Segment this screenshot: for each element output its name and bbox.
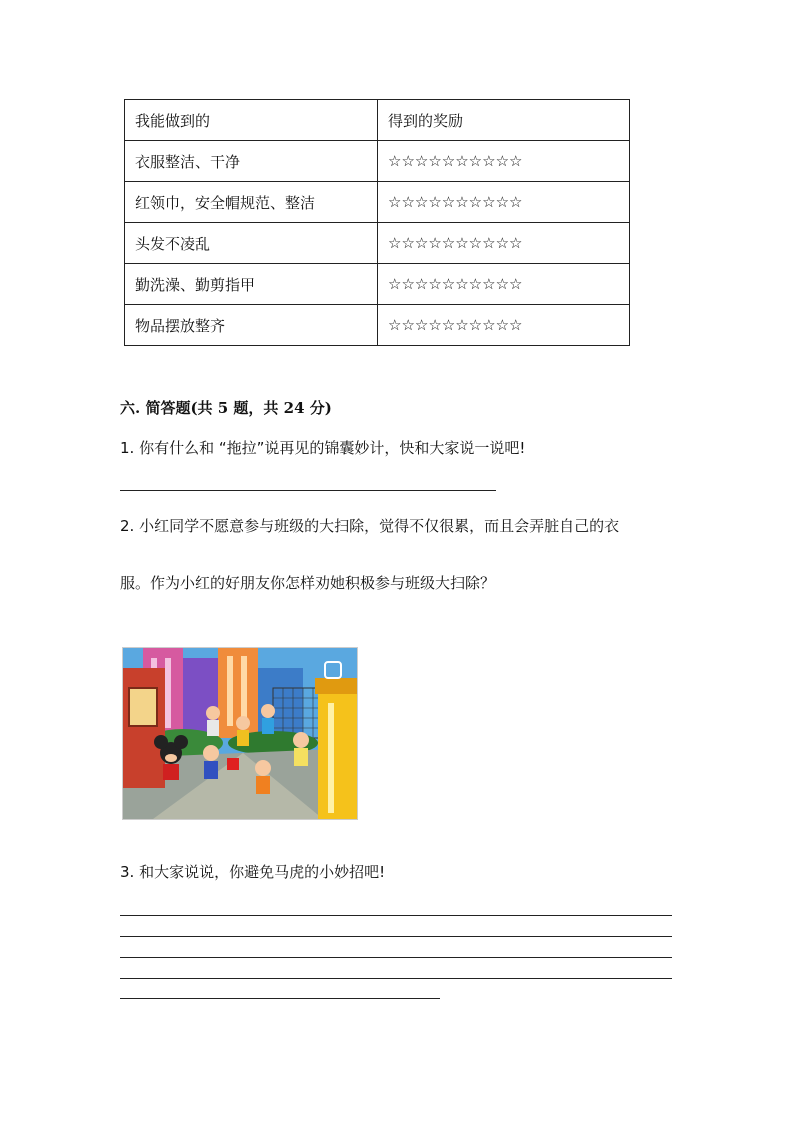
question-1: 1. 你有什么和 “拖拉”说再见的锦囊妙计，快和大家说一说吧!: [120, 439, 526, 457]
answer-line: [120, 490, 496, 491]
header-cell: 得到的奖励: [378, 100, 630, 141]
table-row: [125, 305, 630, 346]
section-title: 六. 简答题(共 5 题，共 24 分): [120, 399, 332, 417]
answer-line: [120, 936, 672, 937]
question-2-line-1: 2. 小红同学不愿意参与班级的大扫除，觉得不仅很累，而且会弄脏自己的衣: [120, 517, 620, 535]
table-row: [125, 223, 630, 264]
answer-line: [120, 957, 672, 958]
star-rating-cell: ☆☆☆☆☆☆☆☆☆☆: [378, 141, 630, 182]
star-rating-cell: ☆☆☆☆☆☆☆☆☆☆: [378, 223, 630, 264]
header-cell: 我能做到的: [125, 100, 378, 141]
item-cell: 勤洗澡、勤剪指甲: [125, 264, 378, 305]
table-row: [125, 182, 630, 223]
cartoon-cleaning-illustration: [122, 647, 358, 820]
item-cell: 衣服整洁、干净: [125, 141, 378, 182]
star-rating-cell: ☆☆☆☆☆☆☆☆☆☆: [378, 182, 630, 223]
reward-table: [124, 99, 630, 346]
table-header-row: [125, 100, 630, 141]
answer-line: [120, 978, 672, 979]
item-cell: 红领巾，安全帽规范、整洁: [125, 182, 378, 223]
item-cell: 物品摆放整齐: [125, 305, 378, 346]
table-row: [125, 264, 630, 305]
item-cell: 头发不凌乱: [125, 223, 378, 264]
question-3: 3. 和大家说说，你避免马虎的小妙招吧!: [120, 863, 386, 881]
answer-line: [120, 998, 440, 999]
star-rating-cell: ☆☆☆☆☆☆☆☆☆☆: [378, 305, 630, 346]
star-rating-cell: ☆☆☆☆☆☆☆☆☆☆: [378, 264, 630, 305]
table-row: [125, 141, 630, 182]
answer-line: [120, 915, 672, 916]
question-2-line-2: 服。作为小红的好朋友你怎样劝她积极参与班级大扫除？: [120, 574, 496, 592]
